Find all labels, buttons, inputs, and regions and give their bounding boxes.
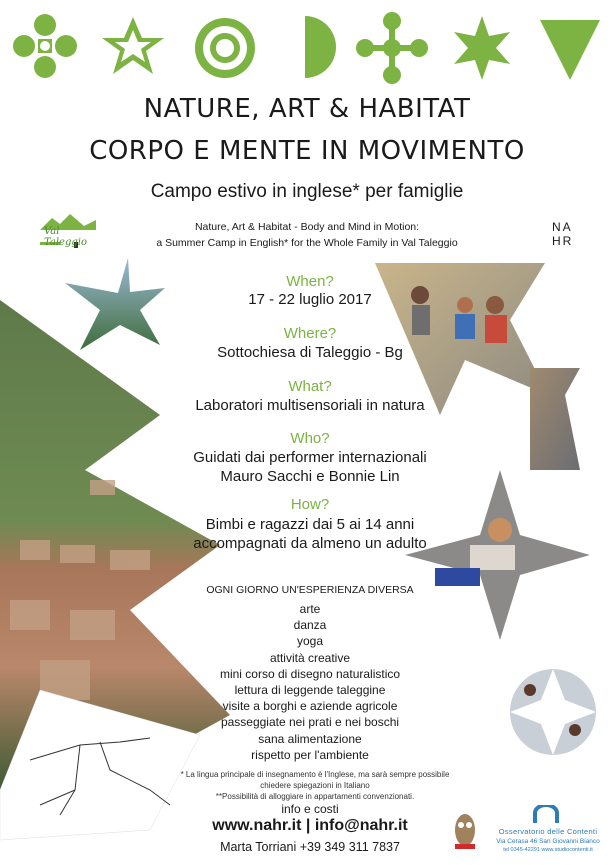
when-label: When? [286, 273, 334, 290]
list-item: passeggiate nei prati e nei boschi [220, 715, 400, 730]
contact-person: Marta Torriani +39 349 311 7837 [220, 840, 400, 854]
list-item: visite a borghi e aziende agricole [222, 699, 398, 714]
list-item: rispetto per l'ambiente [251, 747, 369, 762]
where-label: Where? [283, 325, 337, 342]
nahr-logo-bottom: HR [552, 234, 574, 248]
who-label: Who? [290, 430, 330, 447]
six-point-star-icon [454, 16, 510, 80]
icon-row [0, 10, 614, 85]
chalk-photo [530, 368, 580, 470]
list-item: mini corso di disegno naturalistico [219, 666, 401, 681]
tagline-line-1: Nature, Art & Habitat - Body and Mind in Motion: [194, 221, 420, 233]
sponsor-logo-icon [531, 805, 561, 825]
molecule-cross-icon [356, 12, 428, 84]
title-line-2: CORPO E MENTE IN MOVIMENTO [89, 136, 525, 166]
what-value: Laboratori multisensoriali in natura [195, 397, 425, 414]
what-label: What? [288, 378, 332, 395]
sun-icon [195, 18, 255, 78]
nahr-logo-top: NA [552, 220, 573, 234]
note-line-3: **Possibilità di alloggiare in appartamenti convenzionati. [215, 792, 415, 801]
list-item: attività creative [269, 650, 351, 665]
sponsor-name: Osservatorio delle Contenti [498, 827, 598, 836]
list-item: danza [293, 618, 327, 633]
notes [165, 769, 465, 802]
val-taleggio-logo [38, 212, 98, 252]
how-value-1: Bimbi e ragazzi dai 5 ai 14 anni [205, 516, 415, 533]
triangle-down-icon [540, 20, 600, 80]
sponsor-address: Via Cerasa 46 San Giovanni Bianco [496, 838, 600, 845]
clover-cross-icon [13, 14, 77, 78]
note-line-2: chiedere spiegazioni in Italiano [260, 781, 370, 790]
program-heading: OGNI GIORNO UN'ESPERIENZA DIVERSA [206, 584, 414, 596]
half-circle-icon [305, 16, 336, 78]
how-value-2: accompagnati da almeno un adulto [193, 535, 427, 552]
contact-label: info e costi [281, 802, 339, 816]
who-value-1: Guidati dai performer internazionali [193, 449, 427, 466]
note-line-1: * La lingua principale di insegnamento è l'Inglese, ma sarà sempre possibile [180, 770, 450, 779]
list-item: yoga [296, 634, 324, 649]
list-item: arte [299, 602, 321, 616]
sponsor-phone-web: tel 0345-42291 www.studiocontenti.it [503, 847, 593, 853]
how-label: How? [290, 496, 330, 513]
when-value: 17 - 22 luglio 2017 [248, 291, 372, 308]
contact-web-email[interactable]: www.nahr.it | info@nahr.it [212, 817, 408, 834]
val-taleggio-logo-text: Val Taleggio [44, 226, 87, 248]
star-sky-photo [65, 258, 165, 350]
title-line-1: NATURE, ART & HABITAT [143, 94, 471, 124]
star-outline-icon [102, 17, 164, 74]
nahr-logo [552, 220, 582, 248]
tagline-line-2: a Summer Camp in English* for the Whole Family in Val Taleggio [156, 237, 458, 249]
who-value-2: Mauro Sacchi e Bonnie Lin [220, 468, 400, 485]
program-list [170, 601, 450, 763]
where-value: Sottochiesa di Taleggio - Bg [217, 344, 403, 361]
list-item: lettura di leggende taleggine [234, 683, 386, 698]
list-item: sana alimentazione [258, 731, 362, 746]
subtitle: Campo estivo in inglese* per famiglie [150, 181, 464, 202]
owl-logo-icon [452, 810, 478, 850]
